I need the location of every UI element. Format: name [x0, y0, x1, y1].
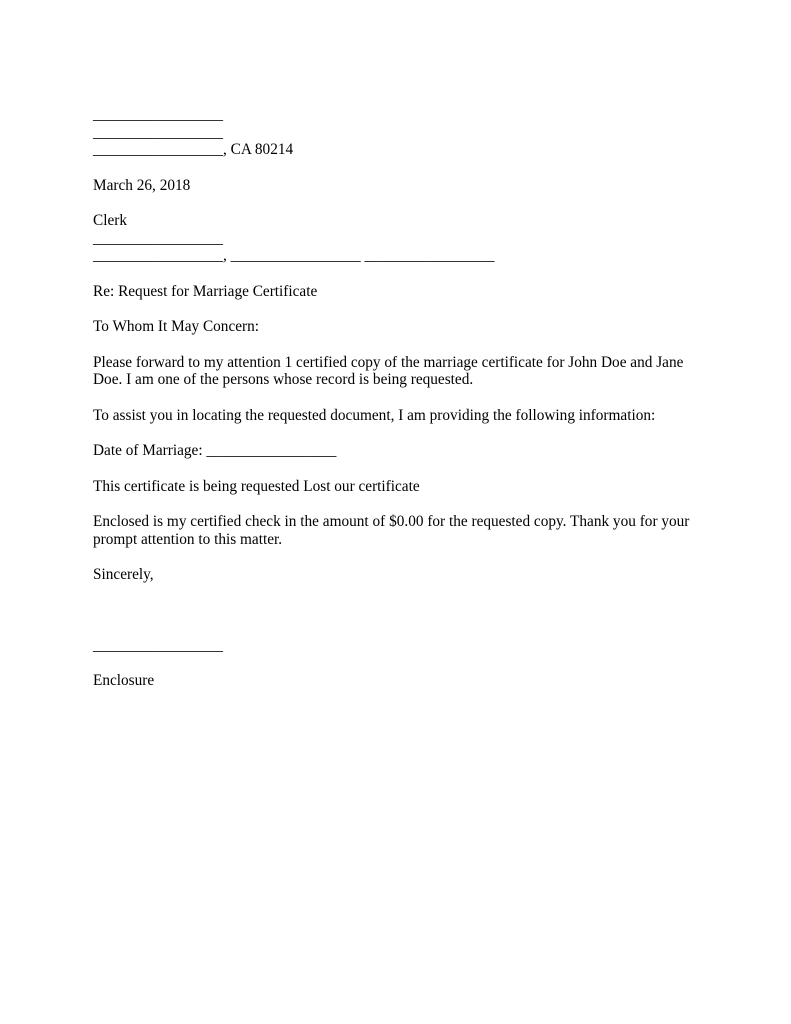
closing: Sincerely, [93, 566, 154, 583]
letter-body [93, 106, 703, 690]
sender-address-block [93, 106, 703, 159]
recipient-address-line-1: _________________ [93, 229, 224, 247]
body-paragraph-request: Please forward to my attention 1 certified copy of the marriage certificate for John Doe and Jane Doe. I am one of the persons whose record is being requested. [93, 353, 684, 388]
recipient-address-block [93, 212, 703, 265]
sender-address-line-2: _________________ [93, 123, 224, 141]
body-paragraph-assist: To assist you in locating the requested document, I am providing the following information: [93, 406, 656, 424]
letter-date: March 26, 2018 [93, 176, 191, 194]
enclosure-note: Enclosure [93, 672, 155, 689]
recipient-address-line-2: _________________, _________________ _________________ [93, 247, 495, 264]
request-reason: This certificate is being requested Lost our certificate [93, 477, 420, 495]
sender-address-line-3: _________________, CA 80214 [93, 141, 294, 158]
body-paragraph-enclosed: Enclosed is my certified check in the amount of $0.00 for the requested copy. Thank you for your prompt attention to this matter. [93, 513, 690, 548]
salutation: To Whom It May Concern: [93, 318, 260, 335]
recipient-title: Clerk [93, 212, 127, 229]
subject-line: Re: Request for Marriage Certificate [93, 282, 318, 300]
sender-address-line-1: _________________ [93, 106, 224, 123]
signature-line: _________________ [93, 636, 224, 654]
date-of-marriage-field: Date of Marriage: _________________ [93, 442, 337, 459]
